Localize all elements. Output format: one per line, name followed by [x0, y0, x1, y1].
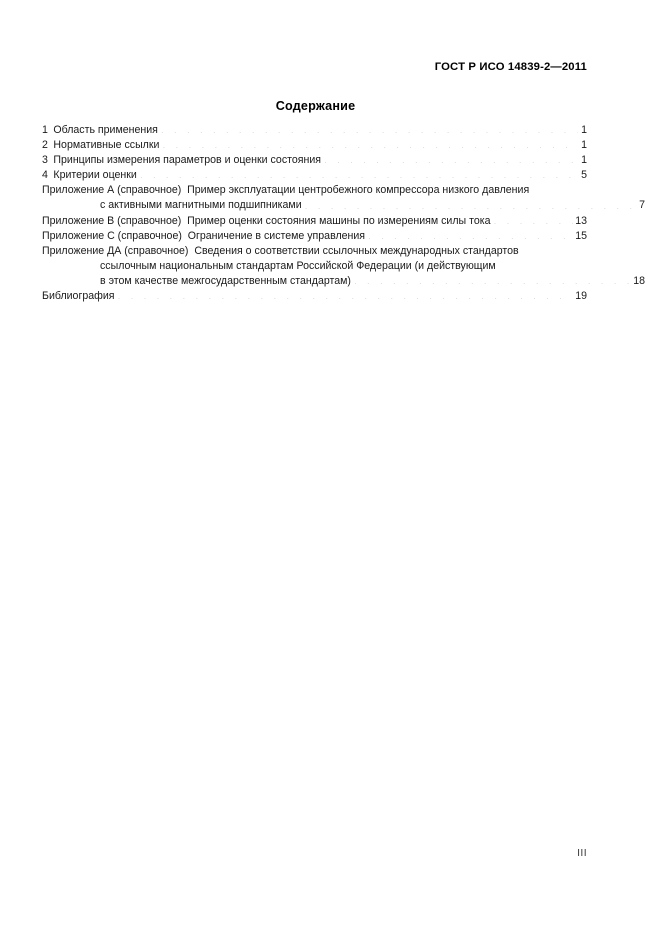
- toc-entry-line: [42, 123, 587, 138]
- toc-entry-label: Приложение С (справочное) Ограничение в системе управления: [42, 229, 366, 242]
- toc-entry-page-number: 18: [633, 274, 645, 287]
- toc-entry-line: [42, 244, 587, 259]
- toc-entry-number: 2: [42, 139, 48, 152]
- toc-entry[interactable]: [42, 168, 587, 183]
- toc-dot-leader: [368, 238, 573, 239]
- toc-entry-label: Приложение В (справочное) Пример оценки состояния машины по измерениям силы тока: [42, 214, 491, 227]
- toc-dot-leader: [140, 177, 578, 178]
- toc-entry-line: [42, 153, 587, 168]
- toc-entry[interactable]: [42, 244, 645, 289]
- toc-dot-leader: [161, 132, 578, 133]
- running-header-standard-number: ГОСТ Р ИСО 14839-2—2011: [434, 61, 587, 73]
- toc-entry-page-number: 13: [575, 214, 587, 227]
- toc-entry-number: 3: [42, 154, 48, 167]
- toc-entry-label: Приложение А (справочное) Пример эксплуатации центробежного компрессора низкого давления: [42, 184, 530, 197]
- table-of-contents: [42, 123, 645, 304]
- toc-entry-label: Приложение ДА (справочное) Сведения о соответствии ссылочных международных стандартов: [42, 244, 519, 257]
- toc-entry-line: [42, 289, 587, 304]
- toc-entry-page-number: 1: [581, 154, 587, 167]
- toc-entry-continuation: [42, 259, 645, 274]
- toc-entry-page-number: 1: [581, 124, 587, 136]
- toc-entry[interactable]: [42, 153, 587, 168]
- toc-entry-line: [42, 229, 587, 244]
- toc-entry-line: [42, 183, 587, 198]
- toc-entry[interactable]: [42, 183, 645, 213]
- toc-entry-continuation: [42, 274, 645, 289]
- toc-entry-label: Нормативные ссылки: [53, 139, 160, 152]
- toc-entry-line: [42, 168, 587, 183]
- toc-entry-label: Принципы измерения параметров и оценки состояния: [53, 154, 321, 167]
- toc-entry-continuation: [42, 198, 645, 213]
- toc-entry-label: с активными магнитными подшипниками: [100, 199, 302, 212]
- toc-entry-label: Область применения: [53, 124, 158, 136]
- toc-entry-page-number: 1: [581, 139, 587, 152]
- page-folio: III: [577, 848, 587, 859]
- toc-entry-label: Критерии оценки: [53, 169, 137, 182]
- toc-entry-line: [42, 214, 587, 229]
- toc-entry-page-number: 19: [575, 290, 587, 303]
- toc-entry[interactable]: [42, 123, 587, 138]
- toc-entry[interactable]: [42, 289, 587, 304]
- toc-entry[interactable]: [42, 138, 587, 153]
- toc-entry-number: 1: [42, 124, 48, 136]
- toc-dot-leader: [117, 298, 573, 299]
- toc-dot-leader: [162, 147, 578, 148]
- toc-entry-number: 4: [42, 169, 48, 182]
- toc-entry[interactable]: [42, 229, 587, 244]
- toc-dot-leader: [493, 223, 573, 224]
- toc-entry-line: [42, 138, 587, 153]
- toc-entry-page-number: 7: [639, 199, 645, 212]
- page-title: Содержание: [275, 99, 356, 114]
- toc-dot-leader: [305, 208, 636, 209]
- toc-entry[interactable]: [42, 214, 587, 229]
- toc-entry-page-number: 15: [575, 229, 587, 242]
- toc-entry-page-number: 5: [581, 169, 587, 182]
- toc-dot-leader: [324, 162, 578, 163]
- toc-entry-label: Библиография: [42, 290, 115, 303]
- toc-entry-label: в этом качестве межгосударственным стандартам): [100, 274, 351, 287]
- toc-entry-label: ссылочным национальным стандартам Российской Федерации (и действующим: [100, 259, 496, 272]
- toc-dot-leader: [354, 283, 631, 284]
